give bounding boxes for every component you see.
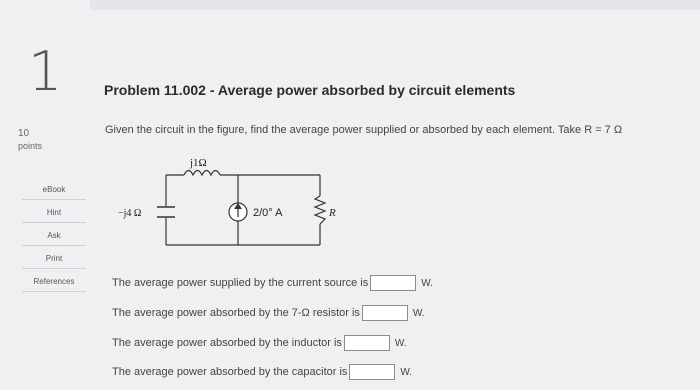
answer-row-resistor <box>112 305 425 321</box>
points-label: points <box>18 141 43 151</box>
inductor-power-input[interactable] <box>344 335 390 351</box>
capacitor-power-input[interactable] <box>349 364 395 380</box>
capacitor-label: −j4 Ω <box>118 208 142 219</box>
top-strip <box>0 0 700 10</box>
unit-label: W. <box>412 307 425 319</box>
references-button[interactable]: References <box>22 273 86 292</box>
source-label: 2/0° A <box>253 207 283 219</box>
answer-row-inductor <box>112 335 407 351</box>
unit-label: W. <box>400 366 413 378</box>
ebook-button[interactable]: eBook <box>22 181 86 200</box>
inductor-symbol <box>184 171 220 176</box>
ask-button[interactable]: Ask <box>22 227 86 246</box>
problem-title: Problem 11.002 - Average power absorbed by circuit elements <box>104 82 516 98</box>
answer-label: The average power absorbed by the 7-Ω resistor is <box>112 307 360 319</box>
print-button[interactable]: Print <box>22 250 86 269</box>
resistor-label: R <box>329 207 336 219</box>
resistor-symbol <box>315 196 325 224</box>
answer-label: The average power absorbed by the capacitor is <box>112 366 348 378</box>
question-number: 1 <box>28 40 63 103</box>
resistor-power-input[interactable] <box>362 305 408 321</box>
answer-row-source <box>112 275 433 291</box>
inductor-label: j1Ω <box>190 157 207 169</box>
unit-label: W. <box>421 277 433 289</box>
answer-row-capacitor <box>112 364 412 380</box>
unit-label: W. <box>394 337 407 349</box>
source-power-input[interactable] <box>370 275 416 291</box>
points-value: 10 <box>18 128 30 139</box>
hint-button[interactable]: Hint <box>22 204 86 223</box>
answer-label: The average power absorbed by the inductor is <box>112 337 342 349</box>
answer-label: The average power supplied by the current source is <box>112 277 369 289</box>
circuit-diagram <box>110 150 350 260</box>
problem-prompt: Given the circuit in the figure, find the average power supplied or absorbed by each element. Take R = 7 Ω <box>105 124 623 136</box>
